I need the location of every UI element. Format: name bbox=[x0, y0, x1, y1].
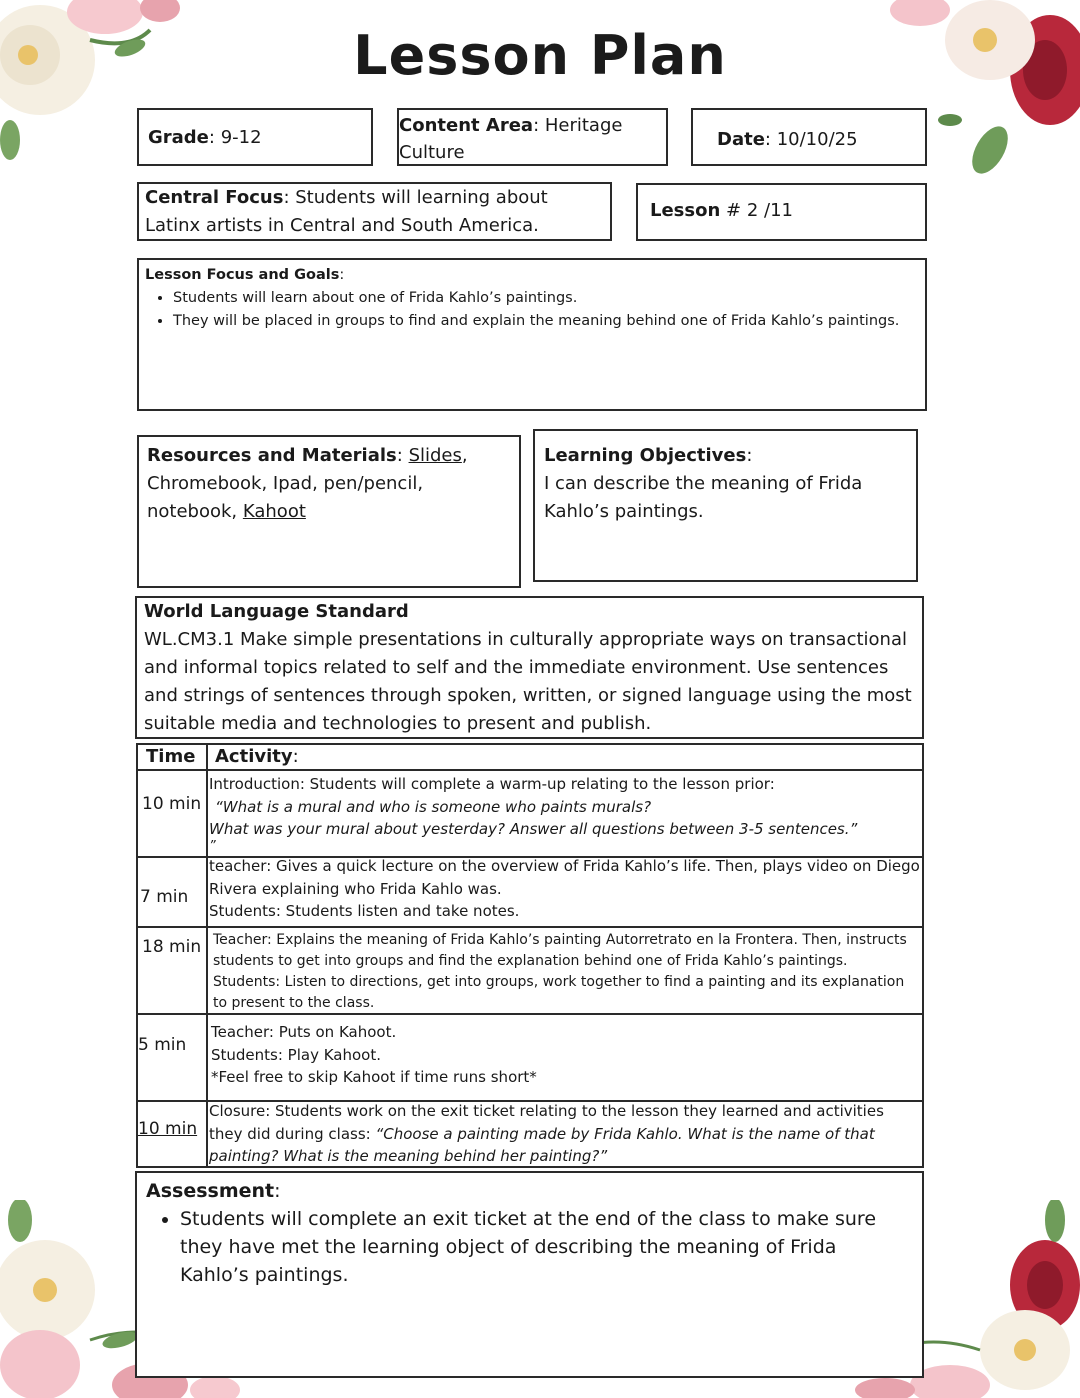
grade-box: Grade: 9-12 bbox=[137, 108, 373, 166]
row-time: 10 min bbox=[138, 1119, 198, 1139]
focus-goals-label: Lesson Focus and Goals bbox=[145, 267, 340, 283]
central-focus-value: Students will learning about Latinx artists in Central and South America. bbox=[145, 187, 548, 236]
row-time: 5 min bbox=[138, 1035, 187, 1055]
row-time: 18 min bbox=[142, 937, 202, 957]
list-item: • They will be placed in groups to find and explain the meaning behind one of Frida Kahlo’s paintings. bbox=[173, 310, 915, 333]
central-focus-box: Central Focus: Students will learning about Latinx artists in Central and South America. bbox=[137, 182, 612, 241]
table-divider bbox=[138, 926, 922, 928]
focus-goals-list bbox=[145, 287, 915, 333]
content-area-value: Heritage Culture bbox=[399, 115, 623, 163]
lesson-number-box bbox=[636, 183, 927, 241]
row-time: 10 min bbox=[142, 794, 202, 814]
table-row: Teacher: Explains the meaning of Frida Kahlo’s painting Autorretrato en la Frontera. Then, instructs students to get into groups and find the explanation behind one of Frida Kahlo’s paintings. Students: Listen to directions, get into groups, work together to find a painting and its explanation to present to the class. bbox=[213, 932, 907, 1011]
page-title: Lesson Plan bbox=[353, 24, 727, 87]
list-item: • Students will complete an exit ticket at the end of the class to make sure they have met the learning object of describing the meaning of Frida Kahlo’s paintings. bbox=[180, 1205, 886, 1289]
table-divider bbox=[138, 769, 922, 771]
grade-value: 9-12 bbox=[220, 127, 262, 148]
list-item: • Students will learn about one of Frida Kahlo’s paintings. bbox=[173, 287, 915, 310]
table-row: Introduction: Students will complete a warm-up relating to the lesson prior: “What is a mural and who is someone who paints murals? What was your mural about yesterday? Answer all questions between 3-5 sentences.” ” bbox=[209, 775, 858, 854]
table-row: teacher: Gives a quick lecture on the overview of Frida Kahlo’s life. Then, plays video on Diego Rivera explaining who Frida Kahlo was. Students: Students listen and take notes. bbox=[209, 857, 920, 920]
focus-goals-box: Lesson Focus and Goals: • Students will learn about one of Frida Kahlo’s paintings. • They will be placed in groups to find and explain the meaning behind one of Frida Kahlo’s paintings. bbox=[137, 258, 927, 411]
table-divider bbox=[206, 745, 208, 1166]
assessment-label: Assessment bbox=[146, 1180, 275, 1202]
lesson-number-label: Lesson bbox=[650, 200, 721, 221]
content-area-label: Content Area bbox=[399, 115, 534, 136]
assessment-box: Assessment: • Students will complete an exit ticket at the end of the class to make sure they have met the learning object of describing the meaning of Frida Kahlo’s paintings. bbox=[135, 1171, 924, 1378]
objectives-text: I can describe the meaning of Frida Kahlo’s paintings. bbox=[544, 473, 863, 522]
row-time: 7 min bbox=[140, 887, 189, 907]
lesson-number-value: # 2 /11 bbox=[726, 200, 793, 221]
activity-table bbox=[136, 743, 924, 1168]
content-area-box: Content Area: Heritage Culture bbox=[397, 108, 668, 166]
standard-box bbox=[135, 596, 924, 739]
resources-box: Resources and Materials: Slides, Chromebook, Ipad, pen/pencil, notebook, Kahoot bbox=[137, 435, 521, 588]
grade-label: Grade bbox=[148, 127, 209, 148]
date-box: Date: 10/10/25 bbox=[691, 108, 927, 166]
standard-label: World Language Standard bbox=[144, 601, 409, 622]
kahoot-link[interactable]: Kahoot bbox=[242, 501, 306, 522]
resources-label: Resources and Materials bbox=[147, 445, 397, 466]
date-value: 10/10/25 bbox=[776, 129, 858, 150]
activity-header: Activity: bbox=[215, 746, 299, 767]
objectives-box: Learning Objectives: I can describe the meaning of Frida Kahlo’s paintings. bbox=[533, 429, 918, 582]
resources-text: , Chromebook, Ipad, pen/pencil, notebook, bbox=[147, 445, 468, 522]
date-label: Date bbox=[717, 129, 765, 150]
objectives-label: Learning Objectives bbox=[544, 445, 747, 466]
table-row: Teacher: Puts on Kahoot. Students: Play Kahoot. *Feel free to skip Kahoot if time runs short* bbox=[211, 1023, 537, 1086]
slides-link[interactable]: Slides bbox=[408, 445, 462, 466]
table-row: Closure: Students work on the exit ticket relating to the lesson they learned and activities they did during class: “Choose a painting made by Frida Kahlo. What is the name of that painting? What is the meaning behind her painting?” bbox=[209, 1102, 884, 1165]
central-focus-label: Central Focus bbox=[145, 187, 284, 208]
standard-text: WL.CM3.1 Make simple presentations in culturally appropriate ways on transactional and informal topics related to self and the immediate environment. Use sentences and strings of sentences through spoken, written, or signed language using the most suitable media and technologies to present and publish. bbox=[144, 629, 912, 734]
time-header: Time bbox=[146, 746, 196, 767]
